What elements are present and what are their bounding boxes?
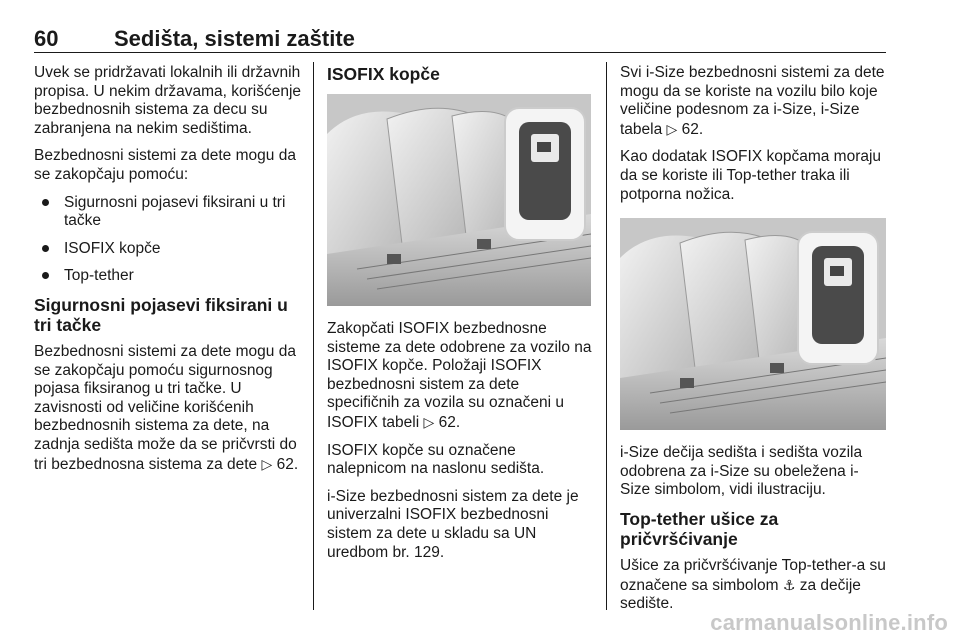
page-reference[interactable]: 62. (276, 455, 299, 473)
paragraph: Uvek se pridržavati lokalnih ili državnih propisa. U nekim državama, korišćenje bezbednosnih sistema za decu su zabranjena na nekim sedištima. (34, 64, 302, 137)
paragraph: i-Size bezbednosni sistem za dete je univerzalni ISOFIX bezbednosni sistem za dete u skladu sa UN uredbom br. 129. (327, 487, 579, 561)
page-reference[interactable]: 62. (438, 413, 461, 431)
list-item: Top-tether (34, 267, 302, 286)
paragraph: Ušice za pričvršćivanje Top-tether-a su označene sa simbolom ⚓ za dečije sedište. (620, 556, 886, 613)
column-1 (34, 64, 302, 483)
watermark: carmanualsonline.info (710, 610, 948, 635)
section-heading: Top-tether ušice za pričvršćivanje (620, 508, 779, 549)
page-header (34, 22, 886, 53)
paragraph: Kao dodatak ISOFIX kopčama moraju da se koriste ili Top-tether traka ili potporna nožica. (620, 148, 882, 203)
bullet-icon (42, 199, 49, 206)
bullet-icon (42, 272, 49, 279)
section-heading: Sigurnosni pojasevi fiksirani u tri tačke (34, 294, 288, 335)
isofix-seat-illustration (327, 94, 593, 306)
bullet-list (34, 194, 302, 286)
paragraph: Bezbednosni sistemi za dete mogu da se zakopčaju pomoću sigurnosnog pojasa fiksiranog u tri tačke. U zavisnosti od veličine korišćenih bezbednosnih sistema za dete, na zadnja sedišta može da se pričvrsti do tri bezbednosna sistema za dete ▷ 62. (34, 342, 299, 473)
paragraph: Svi i-Size bezbednosni sistemi za dete mogu da se koriste na vozilu bilo koje veličine podesnom za i-Size, i-Size tabela ▷ 62. (620, 64, 885, 138)
section-heading: ISOFIX kopče (327, 64, 440, 84)
column-2 (327, 64, 593, 571)
page-number: 60 (34, 26, 59, 51)
arrow-right-icon: ▷ (423, 413, 435, 430)
page-title: Sedišta, sistemi zaštite (114, 26, 355, 51)
list-item: ISOFIX kopče (34, 240, 302, 259)
isize-seat-illustration (620, 218, 888, 430)
paragraph: Bezbednosni sistemi za dete mogu da se zakopčaju pomoću: (34, 147, 296, 183)
column-divider (606, 62, 607, 610)
seat-image (327, 94, 591, 306)
arrow-right-icon: ▷ (666, 120, 678, 137)
top-tether-icon: ⚓ (782, 576, 796, 593)
list-item: Sigurnosni pojasevi fiksirani u tri tačke (34, 194, 302, 231)
page-reference[interactable]: 62. (681, 120, 704, 138)
arrow-right-icon: ▷ (261, 455, 273, 472)
column-divider (313, 62, 314, 610)
paragraph: ISOFIX kopče su označene nalepnicom na naslonu sedišta. (327, 441, 545, 478)
paragraph: Zakopčati ISOFIX bezbednosne sisteme za dete odobrene za vozilo na ISOFIX kopče. Položaji ISOFIX bezbednosni sistem za dete specifičnih za vozila su označeni u ISOFIX tabeli ▷ 62. (327, 320, 592, 431)
paragraph: i-Size dečija sedišta i sedišta vozila odobrena za i-Size su obeležena i-Size simbolom, vidi ilustraciju. (620, 444, 863, 499)
seat-image (620, 218, 886, 430)
column-3 (620, 64, 888, 623)
bullet-icon (42, 245, 49, 252)
